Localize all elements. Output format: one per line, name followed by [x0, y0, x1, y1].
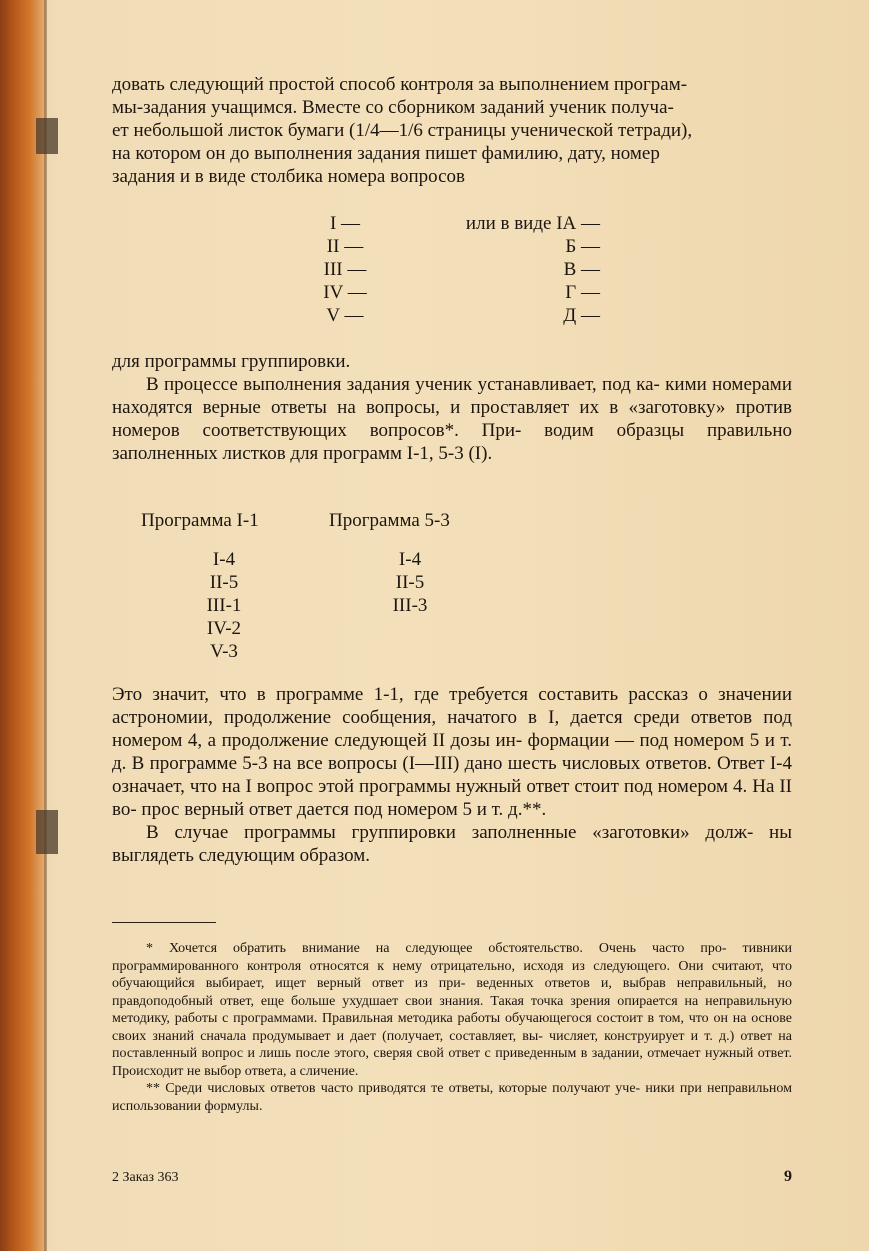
- binding-mark: [36, 118, 58, 154]
- explanation-paragraph: Это значит, что в программе 1-1, где требуется составить рассказ о значении астрономии, продолжение сообщения, начатого в I, дается среди ответов под номером 4, а продолжение следующей II дозы ин- формации — под номером 5 и т. д. В программе 5-3 на все вопросы (I—III) дано шесть числовых ответов. Ответ I-4 означает, что на I вопрос этой программы нужный ответ стоит под номером 4. На II во- прос верный ответ дается под номером 5 и т. д.**.: [112, 684, 792, 820]
- answer-item: V-3: [210, 641, 238, 662]
- footnote-2: ** Среди числовых ответов часто приводятся те ответы, которые получают уче- ники при неправильном использовании формулы.: [112, 1081, 792, 1114]
- page-edge: [44, 0, 47, 1251]
- answer-item: IV-2: [206, 618, 242, 639]
- roman-row: V —: [326, 305, 364, 326]
- roman-row: I —: [329, 213, 361, 234]
- page-number: 9: [784, 1168, 792, 1185]
- letter-row: В —: [563, 259, 600, 280]
- answer-item: II-5: [395, 572, 425, 593]
- roman-row: II —: [326, 236, 364, 257]
- answer-item: III-3: [392, 595, 428, 616]
- grouping-line: для программы группировки.: [112, 351, 351, 372]
- roman-row: III —: [323, 259, 367, 280]
- explanation-section: [112, 683, 792, 867]
- program1-title: Программа I-1: [141, 510, 259, 531]
- print-order-mark: 2 Заказ 363: [112, 1170, 179, 1185]
- letter-column: [420, 212, 600, 327]
- text-line: мы-задания учащимся. Вместе со сборником заданий ученик получа-: [112, 97, 674, 118]
- text-line: ет небольшой листок бумаги (1/4—1/6 страницы ученической тетради),: [112, 120, 693, 141]
- letter-row: или в виде IА —: [465, 213, 600, 234]
- letter-row: Д —: [563, 305, 600, 326]
- text-line: задания и в виде столбика номера вопросов: [112, 166, 466, 187]
- binding-mark: [36, 810, 58, 854]
- process-section: [112, 350, 792, 465]
- roman-row: IV —: [323, 282, 367, 303]
- letter-row: Г —: [565, 282, 600, 303]
- letter-row: Б —: [565, 236, 600, 257]
- roman-numeral-column: [310, 212, 380, 327]
- answer-item: III-1: [206, 595, 242, 616]
- answer-item: I-4: [212, 549, 236, 570]
- program2-title: Программа 5-3: [329, 510, 450, 531]
- footnote-divider: [112, 922, 216, 923]
- footnotes: [112, 940, 792, 1115]
- answer-item: I-4: [398, 549, 422, 570]
- book-spine: [0, 0, 46, 1251]
- footnote-1: * Хочется обратить внимание на следующее обстоятельство. Очень часто про- тивники программированного контроля относятся к нему отрицательно, исходя из следующего. Они считают, что обучающийся выбирает, ищет верный ответ из при- веденных ответов и, выбрав неправильный, но правдоподобный ответ, еще больше ухудшает свои знания. Такая точка зрения опирается на неправильную методику, работы с программами. Правильная методика работы обучающегося состоит в том, что он на основе своих знаний сначала продумывает и дает (получает, составляет, вы- числяет, конструирует и т. д.) ответ на поставленный вопрос и лишь после этого, сверяя свой ответ с приведенным в задании, отмечает нужный ответ. Происходит не выбор ответа, а сличение.: [112, 941, 792, 1079]
- text-line: довать следующий простой способ контроля за выполнением програм-: [112, 74, 688, 95]
- process-paragraph: В процессе выполнения задания ученик устанавливает, под ка- кими номерами находятся верные ответы на вопросы, и проставляет их в «заготовку» против номеров соответствующих вопросов*. При- водим образцы правильно заполненных листков для программ I-1, 5-3 (I).: [112, 374, 792, 464]
- program1-answers: [192, 548, 256, 663]
- answer-item: II-5: [209, 572, 239, 593]
- text-line: на котором он до выполнения задания пишет фамилию, дату, номер: [112, 143, 660, 164]
- intro-paragraph: [112, 73, 792, 188]
- grouping-case-paragraph: В случае программы группировки заполненные «заготовки» долж- ны выглядеть следующим образом.: [112, 822, 792, 866]
- program2-answers: [378, 548, 442, 617]
